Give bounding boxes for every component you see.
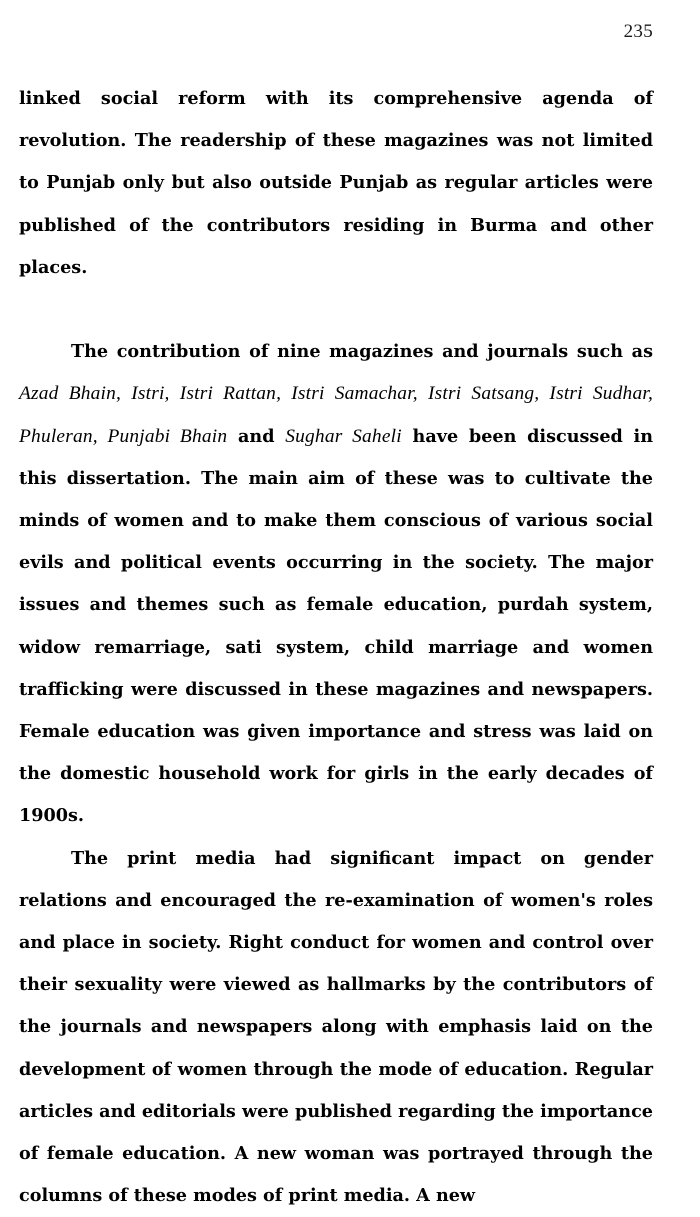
page-number: 235 [623, 21, 653, 42]
paragraph-continued-from-previous-page: linked social reform with its comprehensive agenda of revolution. The readership of these magazines was not limited to Punjab only but also outside Punjab as regular articles were published of the contributors residing in Burma and other places. [19, 88, 653, 278]
magazine-titles-run-1: Azad Bhain, Istri, Istri Rattan, Istri Samachar, Istri Satsang, Istri Sudhar, Phuleran, Punjabi Bhain [19, 383, 653, 447]
paragraph-magazines [19, 331, 653, 837]
paragraph-magazines-lead-in: The contribution of nine magazines and journals such as [71, 341, 653, 363]
page-text-block [19, 78, 653, 1217]
magazine-titles-conjunction: and [227, 425, 286, 447]
paragraph-print-media: The print media had significant impact on gender relations and encouraged the re-examination of women's roles and place in society. Right conduct for women and control over their sexuality were viewed as hallmarks by the contributors of the journals and newspapers along with emphasis laid on the development of women through the mode of education. Regular articles and editorials were published regarding the importance of female education. A new woman was portrayed through the columns of these modes of print media. A new [19, 847, 653, 1207]
paragraph-magazines-tail: have been discussed in this dissertation. The main aim of these was to cultivate the minds of women and to make them conscious of various social evils and political events occurring in the society. The major issues and themes such as female education, purdah system, widow remarriage, sati system, child marriage and women trafficking were discussed in these magazines and newspapers. Female education was given importance and stress was laid on the domestic household work for girls in the early decades of 1900s. [19, 425, 654, 827]
magazine-titles-run-2: Sughar Saheli [285, 425, 402, 447]
